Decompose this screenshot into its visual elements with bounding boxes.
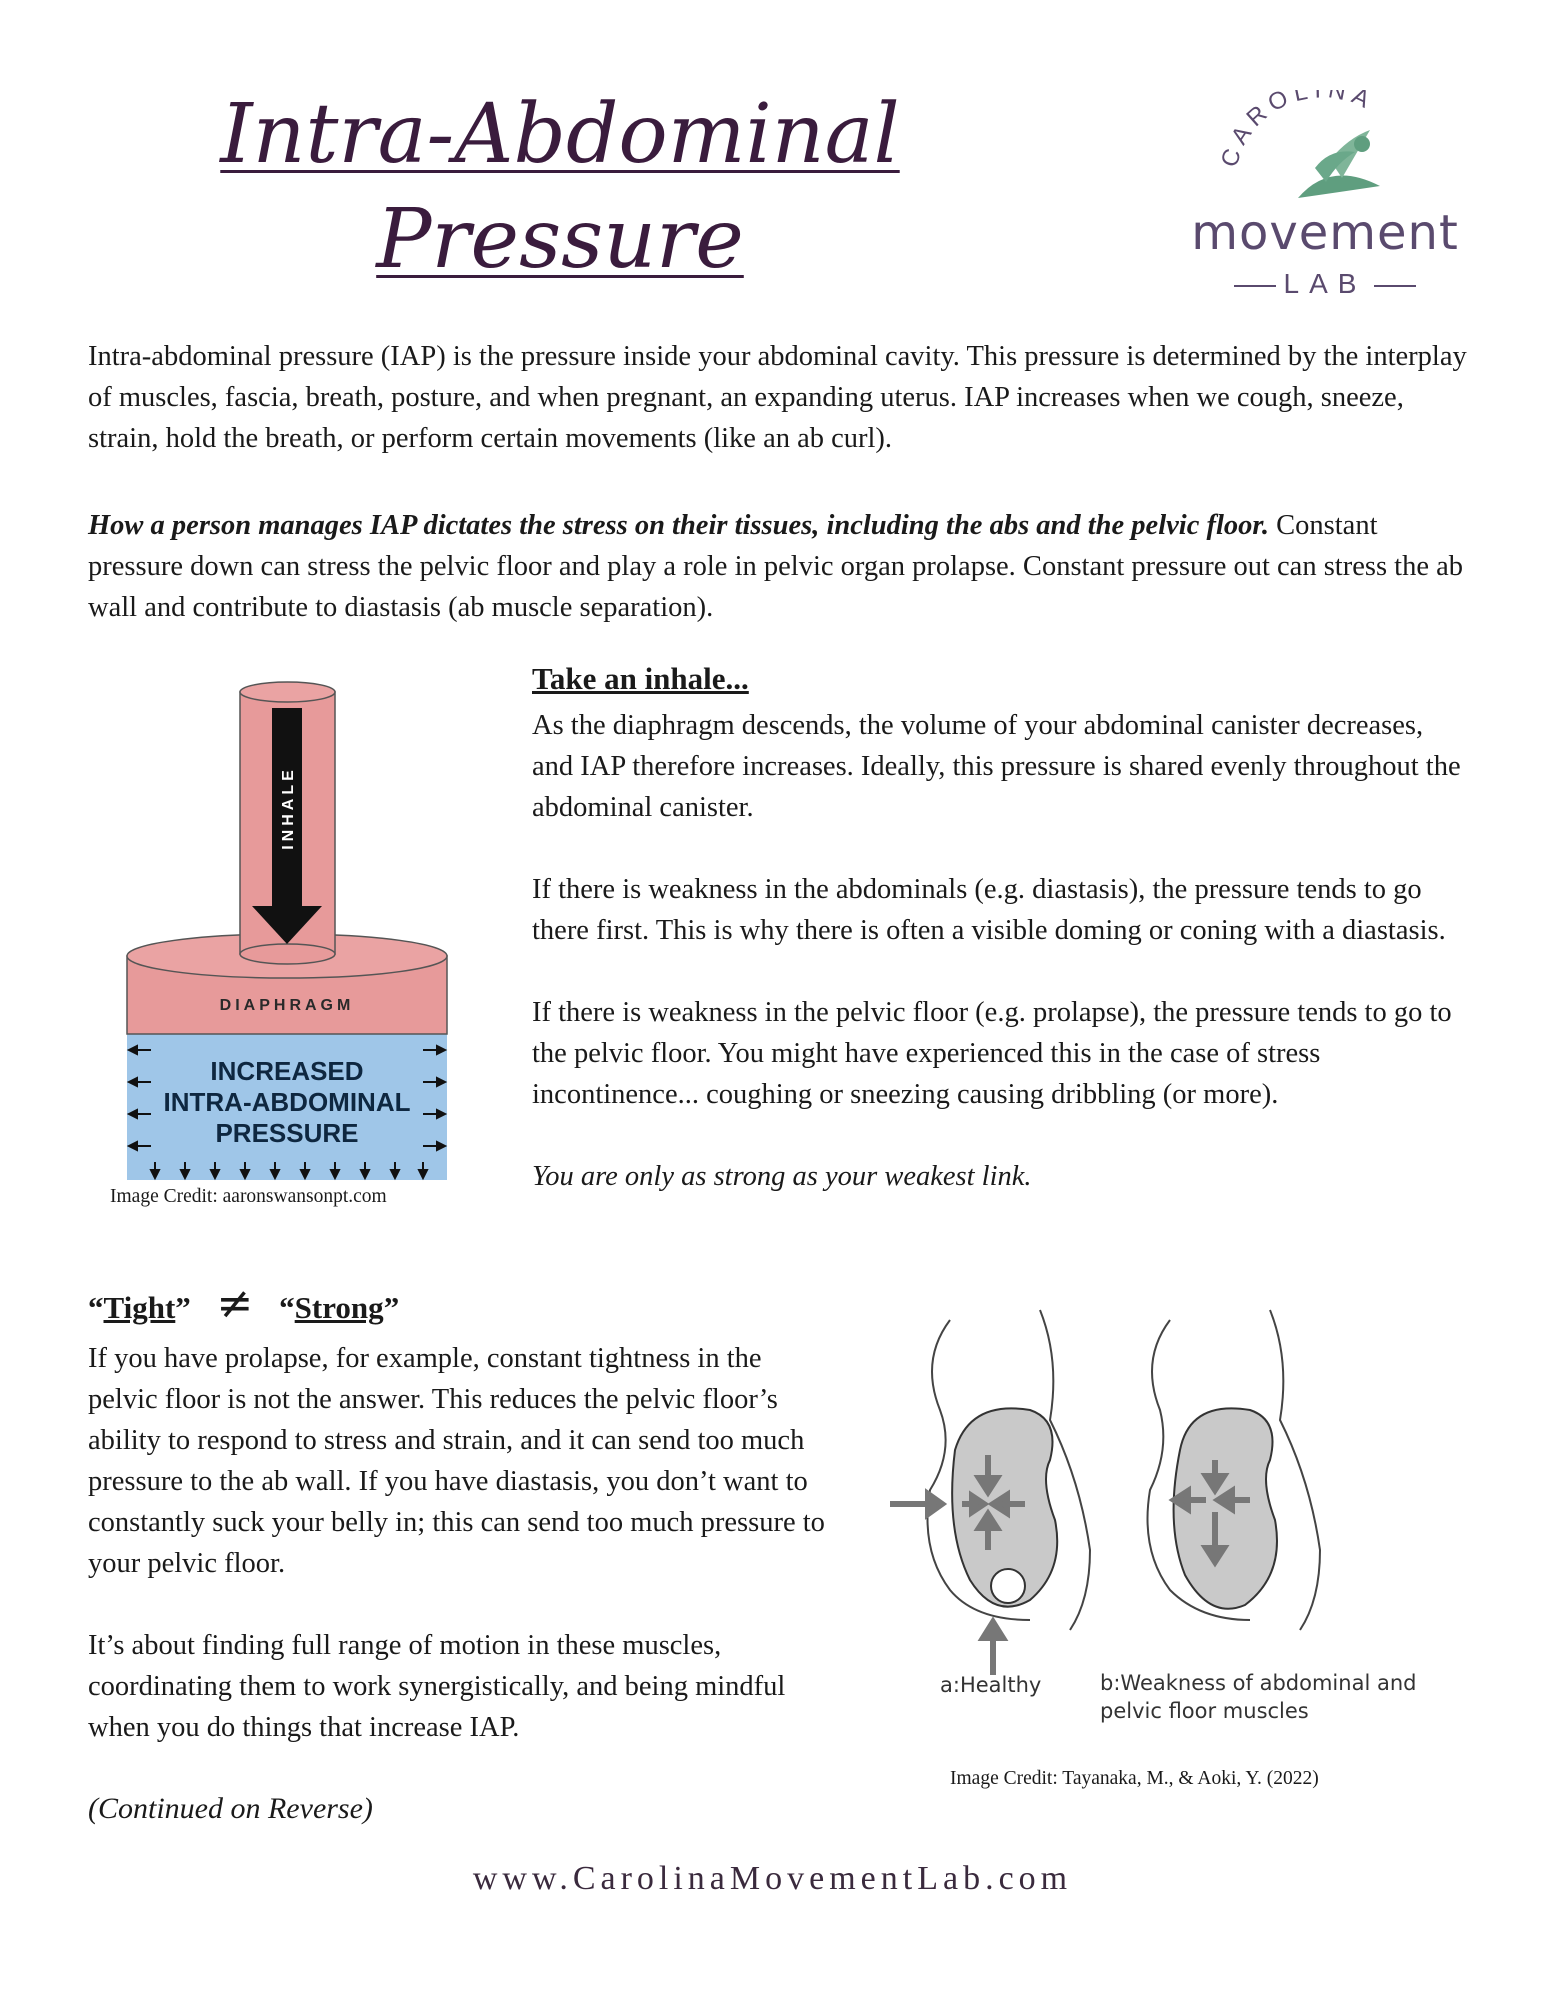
continued-note: (Continued on Reverse) [88,1792,373,1825]
logo-word: movement [1191,205,1459,261]
page-title-line-2: Pressure [376,192,744,287]
svg-text:CAROLINA [1216,90,1379,170]
diaphragm-label: DIAPHRAGM [219,997,355,1014]
label-healthy: a:Healthy [940,1673,1042,1697]
inhale-label: INHALE [280,766,297,850]
strong-label: Strong [294,1290,384,1325]
inhale-tube-top [240,682,335,702]
diagram2-credit: Image Credit: Tayanaka, M., & Aoki, Y. (2022) [950,1768,1319,1789]
inhale-paragraph-1: As the diaphragm descends, the volume of your abdominal canister decreases, and IAP therefore increases. Ideally, this pressure is shared evenly throughout the abdominal canister. [532,710,1461,823]
label-weakness-1: b:Weakness of abdominal and [1100,1671,1417,1695]
tight-paragraph-2: It’s about finding full range of motion in these muscles, coordinating them to work synergistically, and being mindful when you do things that increase IAP. [88,1630,786,1743]
tight-strong-heading: “Tight” ≠ “Strong” [88,1278,400,1329]
logo-sub: LAB [1180,268,1470,300]
inhale-paragraph-2: If there is weakness in the abdominals (e.g. diastasis), the pressure tends to go there first. This is why there is often a visible doming or coning with a diastasis. [532,874,1446,946]
tight-section [88,1338,838,1789]
iap-line-1: INCREASED [210,1056,364,1086]
iap-line-3: PRESSURE [215,1118,359,1148]
iap-line-2: INTRA-ABDOMINAL [163,1087,411,1117]
manage-rest: Constant pressure down can stress the pelvic floor and play a role in pelvic organ prolapse. Constant pressure out can stress the ab wall and contribute to diastasis (ab muscle separation). [88,510,1463,623]
intro-paragraph [88,336,1468,459]
carolina-movement-lab-logo [1180,90,1470,310]
manage-lead: How a person manages IAP dictates the stress on their tissues, including the abs and the pelvic floor. [88,510,1270,541]
manage-paragraph [88,505,1468,628]
label-weakness-2: pelvic floor muscles [1100,1699,1309,1723]
logo-figure-icon [1298,130,1380,198]
intro-text: Intra-abdominal pressure (IAP) is the pressure inside your abdominal cavity. This pressure is determined by the interplay of muscles, fascia, breath, posture, and when pregnant, an expanding uterus. IAP increases when we cough, sneeze, strain, hold the breath, or perform certain movements (like an ab curl). [88,341,1467,454]
pelvic-diagram [880,1300,1440,1740]
weakest-link-quote: You are only as strong as your weakest link. [532,1161,1032,1192]
diagram1-credit: Image Credit: aaronswansonpt.com [110,1186,387,1207]
pelvic-diagram-figure [880,1300,1440,1740]
inhale-paragraph-3: If there is weakness in the pelvic floor (e.g. prolapse), the pressure tends to go to the pelvic floor. You might have experienced this in the case of stress incontinence... coughing or sneezing causing dribbling (or more). [532,997,1452,1110]
inhale-heading: Take an inhale... [532,661,749,696]
logo-arc-text [1180,90,1470,220]
website-footer[interactable]: www.CarolinaMovementLab.com [472,1860,1073,1897]
logo-arc-label: CAROLINA [1215,90,1380,171]
page-title-line-1: Intra-Abdominal [220,87,900,182]
iap-diagram-figure [125,680,455,1190]
tight-label: Tight [103,1290,176,1325]
iap-diagram [125,680,455,1190]
tight-paragraph-1: If you have prolapse, for example, constant tightness in the pelvic floor is not the answer. This reduces the pelvic floor’s ability to respond to stress and strain, and it can send too much pressure to the ab wall. If you have diastasis, you don’t want to constantly suck your belly in; this can send too much pressure to your pelvic floor. [88,1343,825,1579]
inhale-section [532,658,1462,1197]
not-equal-icon: ≠ [216,1278,254,1329]
